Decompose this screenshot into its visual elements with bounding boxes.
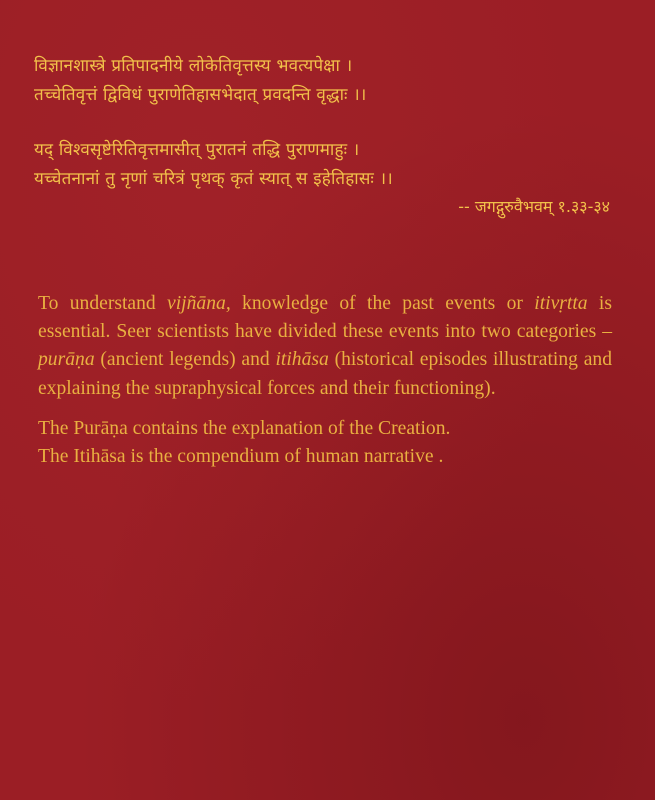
verse-line: यद् विश्वसृष्टेरितिवृत्तमासीत् पुरातनं तद्धि पुराणमाहुः । bbox=[34, 140, 360, 160]
text-run: (ancient legends) and bbox=[94, 349, 276, 371]
text-run: is essential. Seer scientists have divided these events into two categories – bbox=[38, 293, 612, 343]
sanskrit-verses bbox=[34, 52, 624, 220]
verse-2 bbox=[34, 136, 624, 194]
verse-line: तच्चेतिवृत्तं द्विविधं पुराणेतिहासभेदात् प्रवदन्ति वृद्धाः ।। bbox=[34, 85, 367, 105]
verse-1 bbox=[34, 52, 624, 110]
english-description bbox=[38, 290, 612, 483]
paragraph-vijnana bbox=[38, 290, 612, 403]
italic-term-vijnana: vijñāna, bbox=[167, 293, 231, 314]
text-run: To understand bbox=[38, 293, 168, 314]
paragraph-purana-itihasa bbox=[38, 415, 612, 471]
italic-term-itivrtta: itivṛtta bbox=[534, 293, 588, 314]
text-line: The Purāṇa contains the explanation of the Creation. bbox=[38, 417, 451, 439]
verse-line: यच्चेतनानां तु नृणां चरित्रं पृथक् कृतं स्यात् स इहेतिहासः ।। bbox=[34, 169, 393, 189]
text-run: (historical episodes illustrating and explaining the supraphysical forces and their functioning). bbox=[38, 349, 613, 399]
text-run: knowledge of the past events or bbox=[230, 293, 535, 314]
verse-citation: -- जगद्गुरुवैभवम् १.३३-३४ bbox=[458, 197, 610, 216]
text-line: The Itihāsa is the compendium of human narrative . bbox=[38, 446, 444, 468]
italic-term-itihasa: itihāsa bbox=[275, 349, 329, 371]
verse-line: विज्ञानशास्त्रे प्रतिपादनीये लोकेतिवृत्तस्य भवत्यपेक्षा । bbox=[34, 56, 353, 76]
italic-term-purana: purāṇa bbox=[38, 349, 95, 371]
